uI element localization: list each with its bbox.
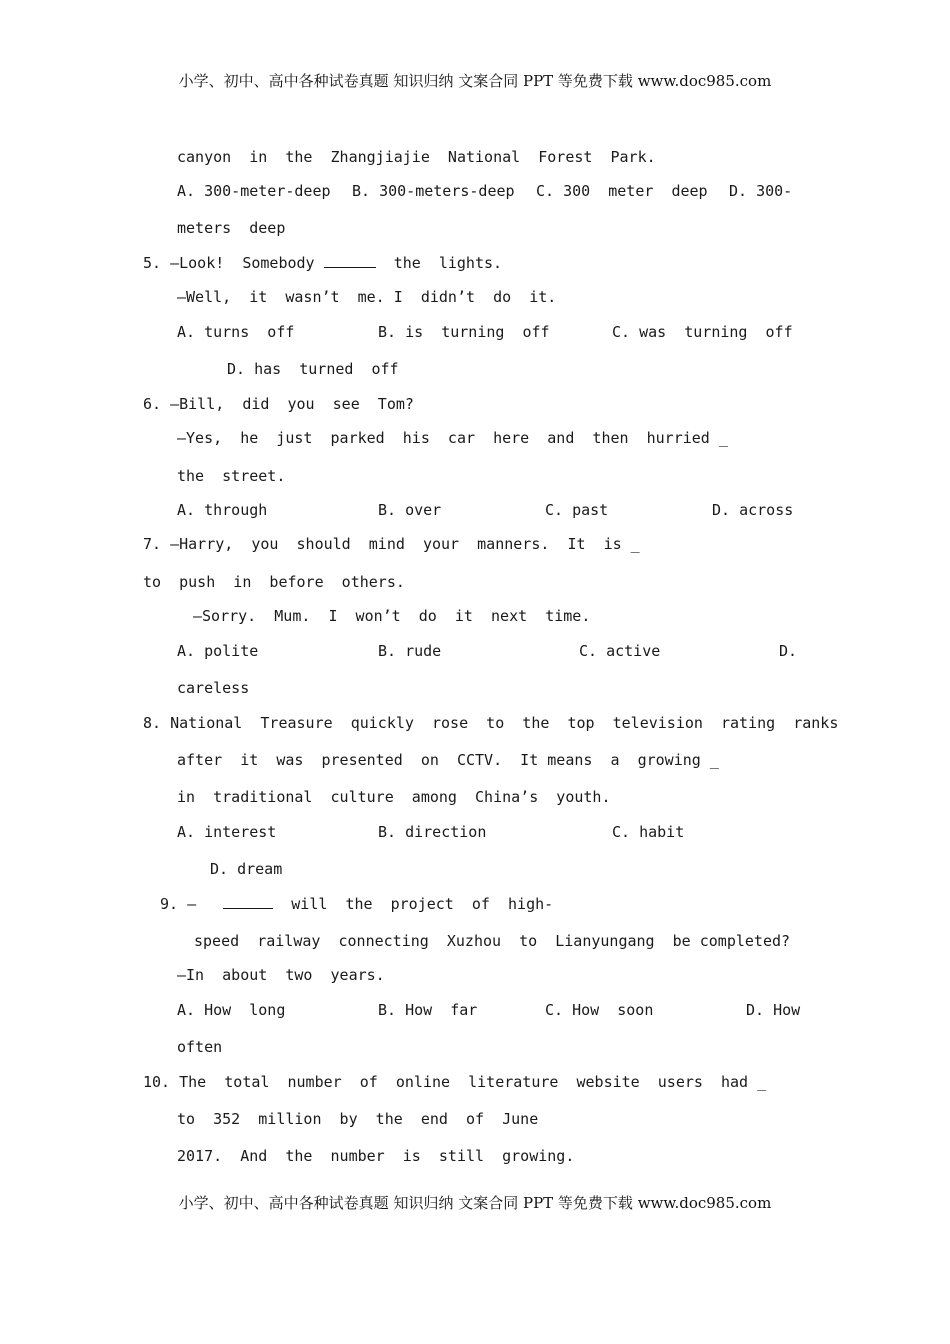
q5-reply: —Well, it wasn’t me. I didn’t do it. — [177, 288, 557, 306]
q7-option-d: D. — [779, 642, 798, 660]
q6-reply-continuation: the street. — [177, 467, 286, 485]
q4-stem-continuation: canyon in the Zhangjiajie National Forest Park. — [177, 148, 656, 166]
q5-stem — [143, 253, 502, 273]
q4-option-a: A. 300-meter-deep — [177, 182, 331, 200]
q8-option-d: D. dream — [210, 860, 283, 878]
q9-stem-line-2: speed railway connecting Xuzhou to Lianyungang be completed? — [194, 932, 791, 950]
q8-stem-line-2: after it was presented on CCTV. It means a growing _ — [177, 751, 719, 769]
q5-option-b: B. is turning off — [378, 323, 550, 341]
q9-stem — [160, 894, 553, 914]
q6-reply: —Yes, he just parked his car here and then hurried _ — [177, 429, 728, 447]
q5-answer-blank — [324, 253, 376, 268]
q6-option-d: D. across — [712, 501, 794, 519]
q9-stem-part-a: 9. — — [160, 895, 197, 913]
q7-stem-continuation: to push in before others. — [143, 573, 405, 591]
q6-stem: 6. —Bill, did you see Tom? — [143, 395, 414, 413]
page-footer: 小学、初中、高中各种试卷真题 知识归纳 文案合同 PPT 等免费下载 www.doc985.com — [178, 1194, 772, 1212]
q7-option-a: A. polite — [177, 642, 259, 660]
q10-stem-line-2: to 352 million by the end of June — [177, 1110, 539, 1128]
q5-option-d: D. has turned off — [227, 360, 399, 378]
q4-option-b: B. 300-meters-deep — [352, 182, 515, 200]
q7-option-d-continuation: careless — [177, 679, 250, 697]
q7-stem: 7. —Harry, you should mind your manners. It is _ — [143, 535, 640, 553]
q8-stem: 8. National Treasure quickly rose to the top television rating ranks — [143, 714, 839, 732]
q7-option-c: C. active — [579, 642, 661, 660]
q4-option-c: C. 300 meter deep — [536, 182, 708, 200]
q9-option-c: C. How soon — [545, 1001, 654, 1019]
page-header: 小学、初中、高中各种试卷真题 知识归纳 文案合同 PPT 等免费下载 www.doc985.com — [178, 72, 772, 90]
q4-option-d-continuation: meters deep — [177, 219, 286, 237]
q8-option-b: B. direction — [378, 823, 487, 841]
q8-option-a: A. interest — [177, 823, 277, 841]
q8-option-c: C. habit — [612, 823, 685, 841]
q6-option-a: A. through — [177, 501, 268, 519]
q9-option-d: D. How — [746, 1001, 801, 1019]
q5-option-c: C. was turning off — [612, 323, 793, 341]
q10-stem: 10. The total number of online literature website users had _ — [143, 1073, 767, 1091]
q9-option-d-continuation: often — [177, 1038, 223, 1056]
q7-option-b: B. rude — [378, 642, 442, 660]
q9-reply: —In about two years. — [177, 966, 385, 984]
q5-stem-part-b: the lights. — [393, 254, 503, 272]
q9-answer-blank — [223, 894, 273, 909]
q8-stem-line-3: in traditional culture among China’s youth. — [177, 788, 611, 806]
q10-stem-line-3: 2017. And the number is still growing. — [177, 1147, 575, 1165]
q9-option-b: B. How far — [378, 1001, 478, 1019]
q6-option-c: C. past — [545, 501, 609, 519]
q5-stem-part-a: 5. —Look! Somebody — [143, 254, 315, 272]
q9-stem-part-b: will the project of high- — [291, 895, 554, 913]
q9-option-a: A. How long — [177, 1001, 286, 1019]
q7-reply: —Sorry. Mum. I won’t do it next time. — [193, 607, 591, 625]
q4-option-d: D. 300- — [729, 182, 793, 200]
q5-option-a: A. turns off — [177, 323, 295, 341]
q6-option-b: B. over — [378, 501, 442, 519]
